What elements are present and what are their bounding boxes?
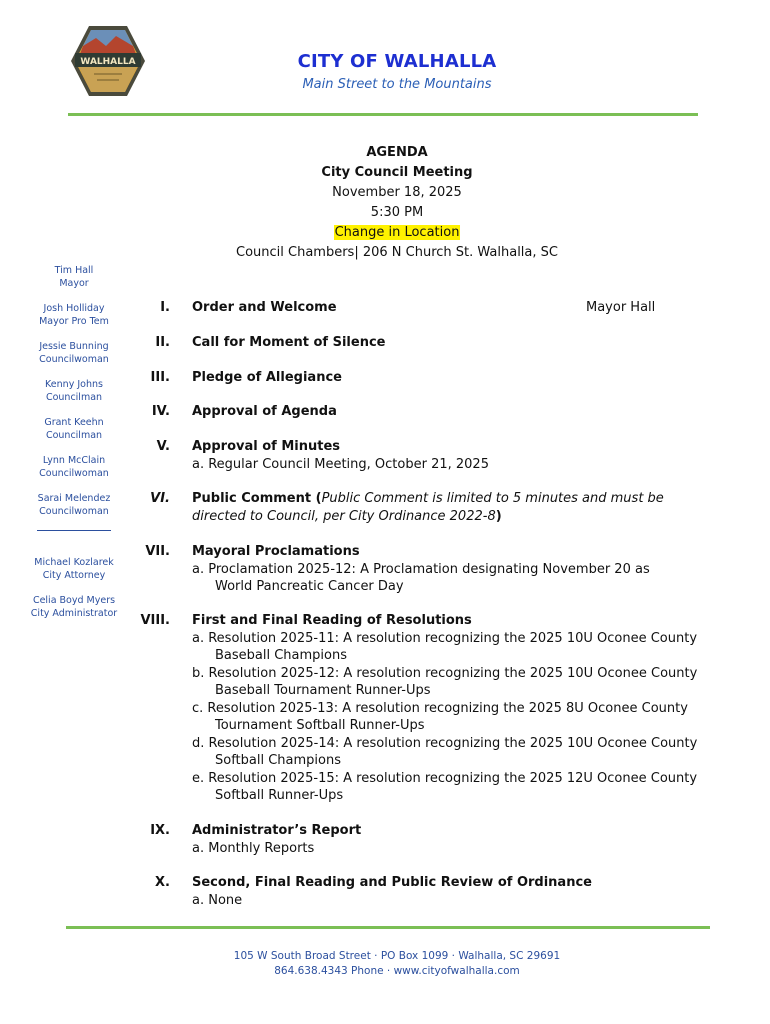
item-number: I.: [160, 300, 170, 315]
roster-member: [26, 416, 122, 442]
member-name: Lynn McClain: [42, 455, 106, 466]
item-number: X.: [155, 875, 170, 890]
member-role: Councilman: [45, 430, 103, 441]
item-subentry: a. Proclamation 2025-12: A Proclamation designating November 20 as World Pancreatic Cancer Day: [192, 561, 650, 594]
item-subentry: a. Monthly Reports: [192, 840, 315, 856]
item-number: IV.: [151, 404, 170, 419]
member-name: Kenny Johns: [45, 379, 103, 390]
member-name: Grant Keehn: [44, 417, 104, 428]
item-subentry: a. Regular Council Meeting, October 21, 2025: [192, 456, 489, 472]
svg-text:WALHALLA: WALHALLA: [80, 57, 136, 67]
header-divider: [68, 113, 698, 116]
item-number: VII.: [145, 544, 170, 559]
member-role: Councilwoman: [39, 506, 109, 517]
item-title: Pledge of Allegiance: [192, 370, 342, 385]
member-role: Mayor Pro Tem: [39, 316, 109, 327]
item-title-close: ): [495, 508, 502, 524]
staff-role: City Administrator: [30, 608, 118, 619]
roster-member: [26, 340, 122, 366]
council-roster: [26, 264, 122, 632]
item-title: Second, Final Reading and Public Review of Ordinance: [192, 875, 592, 890]
item-title: Public Comment (: [192, 491, 322, 506]
item-number: VI.: [150, 491, 170, 506]
member-role: Councilman: [45, 392, 103, 403]
roster-member: [26, 302, 122, 328]
meeting-location: Council Chambers| 206 N Church St. Walhalla, SC: [236, 245, 558, 260]
item-title: Mayoral Proclamations: [192, 544, 360, 559]
member-name: Josh Holliday: [43, 303, 105, 314]
member-name: Sarai Melendez: [37, 493, 111, 504]
city-tagline: Main Street to the Mountains: [302, 77, 492, 92]
item-title: First and Final Reading of Resolutions: [192, 613, 472, 628]
item-subentry: d. Resolution 2025-14: A resolution recognizing the 2025 10U Oconee County Softball Champions: [192, 735, 698, 768]
footer-address: 105 W South Broad Street · PO Box 1099 · Walhalla, SC 29691: [233, 950, 561, 962]
agenda-label: AGENDA: [366, 145, 428, 160]
item-number: V.: [156, 439, 170, 454]
item-subentry: e. Resolution 2025-15: A resolution recognizing the 2025 12U Oconee County Softball Runner-Ups: [192, 770, 698, 803]
roster-member: [26, 378, 122, 404]
item-number: VIII.: [140, 613, 170, 628]
city-title: CITY OF WALHALLA: [297, 51, 497, 72]
item-subentry: c. Resolution 2025-13: A resolution recognizing the 2025 8U Oconee County Tournament Softball Runner-Ups: [192, 700, 688, 733]
meeting-time: 5:30 PM: [370, 205, 424, 220]
roster-member: [26, 492, 122, 518]
member-name: Tim Hall: [54, 265, 94, 276]
staff-member: [26, 556, 122, 582]
member-role: Councilwoman: [39, 354, 109, 365]
item-title: Approval of Minutes: [192, 439, 341, 454]
item-title: Order and Welcome: [192, 300, 337, 315]
item-subentry: b. Resolution 2025-12: A resolution recognizing the 2025 10U Oconee County Baseball Tournament Runner-Ups: [192, 665, 698, 698]
staff-role: City Attorney: [42, 570, 106, 581]
staff-member: [26, 594, 122, 620]
roster-divider: [37, 530, 111, 531]
agenda-heading: [0, 143, 770, 263]
staff-name: Michael Kozlarek: [34, 557, 114, 568]
item-subentry: a. None: [192, 892, 243, 908]
footer-contact: 864.638.4343 Phone · www.cityofwalhalla.com: [274, 965, 520, 977]
staff-name: Celia Boyd Myers: [32, 595, 116, 606]
member-role: Councilwoman: [39, 468, 109, 479]
member-role: Mayor: [59, 278, 89, 289]
item-number: II.: [155, 335, 170, 350]
footer: [0, 949, 770, 979]
item-note: Public Comment is limited to 5 minutes and must be directed to Council, per City Ordinance 2022-8: [192, 491, 664, 524]
member-name: Jessie Bunning: [39, 341, 109, 352]
item-title: Approval of Agenda: [192, 404, 337, 419]
item-presenter: Mayor Hall: [586, 300, 656, 315]
roster-member: [26, 264, 122, 290]
item-subentry: a. Resolution 2025-11: A resolution recognizing the 2025 10U Oconee County Baseball Champions: [192, 630, 698, 663]
meeting-name: City Council Meeting: [321, 165, 473, 180]
item-number: IX.: [150, 823, 170, 838]
meeting-date: November 18, 2025: [332, 185, 462, 200]
location-change-notice: Change in Location: [334, 225, 460, 240]
item-title: Administrator’s Report: [192, 823, 362, 838]
item-number: III.: [150, 370, 170, 385]
footer-divider: [66, 926, 710, 929]
item-title: Call for Moment of Silence: [192, 335, 386, 350]
roster-member: [26, 454, 122, 480]
